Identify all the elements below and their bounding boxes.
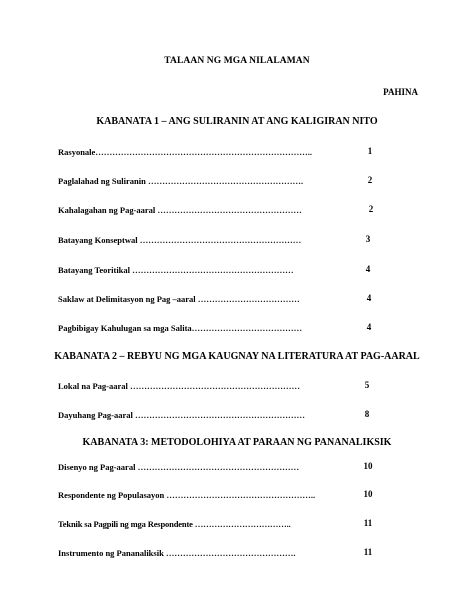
toc-page-number: 10: [363, 461, 373, 471]
toc-page-number: 8: [364, 409, 370, 419]
toc-page-number: 11: [363, 518, 373, 528]
chapter-2-heading: KABANATA 2 – REBYU NG MGA KAUGNAY NA LITERATURA AT PAG-AARAL: [54, 351, 420, 362]
toc-page-number: 1: [367, 146, 373, 156]
toc-page-number: 4: [365, 264, 371, 274]
toc-page-number: 10: [363, 489, 373, 499]
toc-page-number: 4: [366, 322, 372, 332]
toc-entry-respondente: Respondente ng Populasayon ……………………………………………..: [58, 490, 316, 500]
chapter-1-heading: KABANATA 1 – ANG SULIRANIN AT ANG KALIGIRAN NITO: [96, 116, 378, 127]
toc-entry-teknik: Teknik sa Pagpili ng mga Respondente ……………………………..: [58, 519, 291, 529]
toc-entry-dayuhang: Dayuhang Pag-aaral ……………………………………………………: [58, 410, 305, 420]
toc-page-number: 4: [366, 293, 372, 303]
toc-entry-pagbibigay-kahulugan: Pagbibigay Kahulugan sa mga Salita…………………………………: [58, 323, 303, 333]
toc-page-number: 5: [364, 380, 370, 390]
toc-entry-rasyonale: Rasyonale…………………………………………………………………..: [58, 147, 313, 157]
toc-entry-saklaw: Saklaw at Delimitasyon ng Pag –aaral ………………………………: [58, 294, 300, 304]
toc-entry-kahalagahan: Kahalagahan ng Pag-aaral ……………………………………………: [58, 205, 302, 215]
toc-page-number: 2: [367, 175, 373, 185]
page-column-label: PAHINA: [383, 87, 418, 97]
toc-page-number: 2: [368, 204, 374, 214]
page-title: TALAAN NG MGA NILALAMAN: [164, 56, 310, 66]
toc-page-number: 3: [365, 234, 371, 244]
toc-entry-batayang-teoritikal: Batayang Teoritikal …………………………………………………: [58, 265, 294, 275]
chapter-3-heading: KABANATA 3: METODOLOHIYA AT PARAAN NG PANANALIKSIK: [82, 437, 392, 448]
toc-entry-instrumento: Instrumento ng Pananaliksik ……………………………………….: [58, 548, 296, 558]
toc-page-number: 11: [363, 547, 373, 557]
toc-entry-batayang-konseptwal: Batayang Konseptwal …………………………………………………: [58, 235, 302, 245]
toc-entry-disenyo: Disenyo ng Pag-aaral …………………………………………………: [58, 462, 300, 472]
toc-entry-lokal: Lokal na Pag-aaral ……………………………………………………: [58, 381, 301, 391]
toc-entry-paglalahad: Paglalahad ng Suliranin ……………………………………………….: [58, 176, 304, 186]
